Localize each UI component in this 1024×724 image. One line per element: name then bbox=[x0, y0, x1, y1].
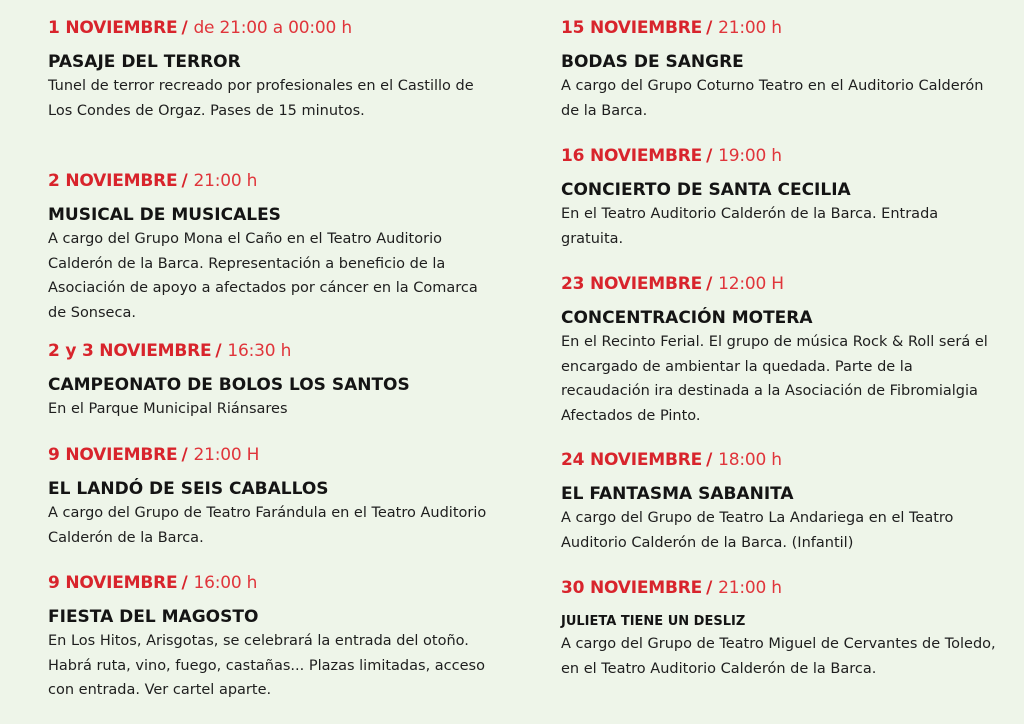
event-concentracion-motera bbox=[561, 273, 1001, 428]
event-description: A cargo del Grupo de Teatro Miguel de Cervantes de Toledo, en el Teatro Auditorio Calderón de la Barca. bbox=[561, 636, 996, 677]
event-description: Tunel de terror recreado por profesionales en el Castillo de Los Condes de Orgaz. Pases de 15 minutos. bbox=[48, 78, 474, 119]
date-separator: / bbox=[706, 274, 713, 294]
date-label: 1 NOVIEMBRE bbox=[48, 18, 178, 38]
event-description: A cargo del Grupo de Teatro La Andariega en el Teatro Auditorio Calderón de la Barca. (Infantil) bbox=[561, 510, 954, 551]
date-label: 16 NOVIEMBRE bbox=[561, 146, 703, 166]
date-separator: / bbox=[181, 445, 188, 465]
event-el-lando-de-seis-caballos bbox=[48, 444, 488, 550]
date-label: 23 NOVIEMBRE bbox=[561, 274, 703, 294]
event-description: En el Parque Municipal Riánsares bbox=[48, 401, 288, 417]
date-label: 9 NOVIEMBRE bbox=[48, 445, 178, 465]
date-separator: / bbox=[706, 146, 713, 166]
time-label: 12:00 H bbox=[718, 274, 784, 294]
date-label: 24 NOVIEMBRE bbox=[561, 450, 703, 470]
time-label: 16:30 h bbox=[227, 341, 292, 361]
event-title: EL FANTASMA SABANITA bbox=[561, 484, 794, 504]
event-title: CONCENTRACIÓN MOTERA bbox=[561, 308, 813, 328]
event-title: EL LANDÓ DE SEIS CABALLOS bbox=[48, 479, 329, 499]
event-title: BODAS DE SANGRE bbox=[561, 52, 744, 72]
event-date bbox=[561, 145, 1001, 167]
event-description: En el Recinto Ferial. El grupo de música Rock & Roll será el encargado de ambientar la quedada. Parte de la recaudación ira destinada a la Asociación de Fibromialgia Afectados de Pinto. bbox=[561, 334, 988, 424]
event-date bbox=[48, 444, 488, 466]
event-title: JULIETA TIENE UN DESLIZ bbox=[561, 614, 746, 629]
event-date bbox=[48, 340, 488, 362]
event-description: En Los Hitos, Arisgotas, se celebrará la entrada del otoño. Habrá ruta, vino, fuego, castañas... Plazas limitadas, acceso con entrada. Ver cartel aparte. bbox=[48, 633, 485, 698]
event-description: A cargo del Grupo de Teatro Farándula en el Teatro Auditorio Calderón de la Barca. bbox=[48, 505, 487, 546]
time-label: 21:00 H bbox=[193, 445, 260, 465]
event-bodas-de-sangre bbox=[561, 17, 1001, 123]
event-title: MUSICAL DE MUSICALES bbox=[48, 205, 281, 225]
date-label: 30 NOVIEMBRE bbox=[561, 578, 703, 598]
date-label: 9 NOVIEMBRE bbox=[48, 573, 178, 593]
date-separator: / bbox=[215, 341, 222, 361]
date-label: 2 y 3 NOVIEMBRE bbox=[48, 341, 212, 361]
time-label: 16:00 h bbox=[193, 573, 258, 593]
time-label: 21:00 h bbox=[193, 171, 258, 191]
event-date bbox=[561, 449, 1001, 471]
event-description: A cargo del Grupo Coturno Teatro en el Auditorio Calderón de la Barca. bbox=[561, 78, 984, 119]
date-separator: / bbox=[181, 18, 188, 38]
event-description: A cargo del Grupo Mona el Caño en el Teatro Auditorio Calderón de la Barca. Representación a beneficio de la Asociación de apoyo a afectados por cáncer en la Comarca de Sonseca. bbox=[48, 231, 478, 321]
event-date bbox=[48, 17, 488, 39]
event-date bbox=[561, 17, 1001, 39]
event-campeonato-de-bolos bbox=[48, 340, 488, 422]
date-separator: / bbox=[706, 450, 713, 470]
event-julieta-tiene-un-desliz bbox=[561, 577, 1001, 681]
event-title: CAMPEONATO DE BOLOS LOS SANTOS bbox=[48, 375, 410, 395]
date-separator: / bbox=[181, 171, 188, 191]
date-separator: / bbox=[706, 578, 713, 598]
event-concierto-santa-cecilia bbox=[561, 145, 1001, 251]
date-separator: / bbox=[181, 573, 188, 593]
event-title: PASAJE DEL TERROR bbox=[48, 52, 241, 72]
event-fiesta-del-magosto bbox=[48, 572, 488, 703]
time-label: 21:00 h bbox=[718, 578, 782, 598]
time-label: 18:00 h bbox=[718, 450, 782, 470]
event-title: CONCIERTO DE SANTA CECILIA bbox=[561, 180, 851, 200]
event-musical-de-musicales bbox=[48, 170, 488, 325]
event-date bbox=[48, 572, 488, 594]
event-title: FIESTA DEL MAGOSTO bbox=[48, 607, 259, 627]
time-label: 19:00 h bbox=[718, 146, 782, 166]
event-pasaje-del-terror bbox=[48, 17, 488, 123]
event-date bbox=[561, 273, 1001, 295]
event-el-fantasma-sabanita bbox=[561, 449, 1001, 555]
date-separator: / bbox=[706, 18, 713, 38]
time-label: 21:00 h bbox=[718, 18, 782, 38]
time-label: de 21:00 a 00:00 h bbox=[193, 18, 352, 38]
event-date bbox=[48, 170, 488, 192]
event-description: En el Teatro Auditorio Calderón de la Barca. Entrada gratuita. bbox=[561, 206, 939, 247]
event-date bbox=[561, 577, 1001, 599]
date-label: 2 NOVIEMBRE bbox=[48, 171, 178, 191]
date-label: 15 NOVIEMBRE bbox=[561, 18, 703, 38]
